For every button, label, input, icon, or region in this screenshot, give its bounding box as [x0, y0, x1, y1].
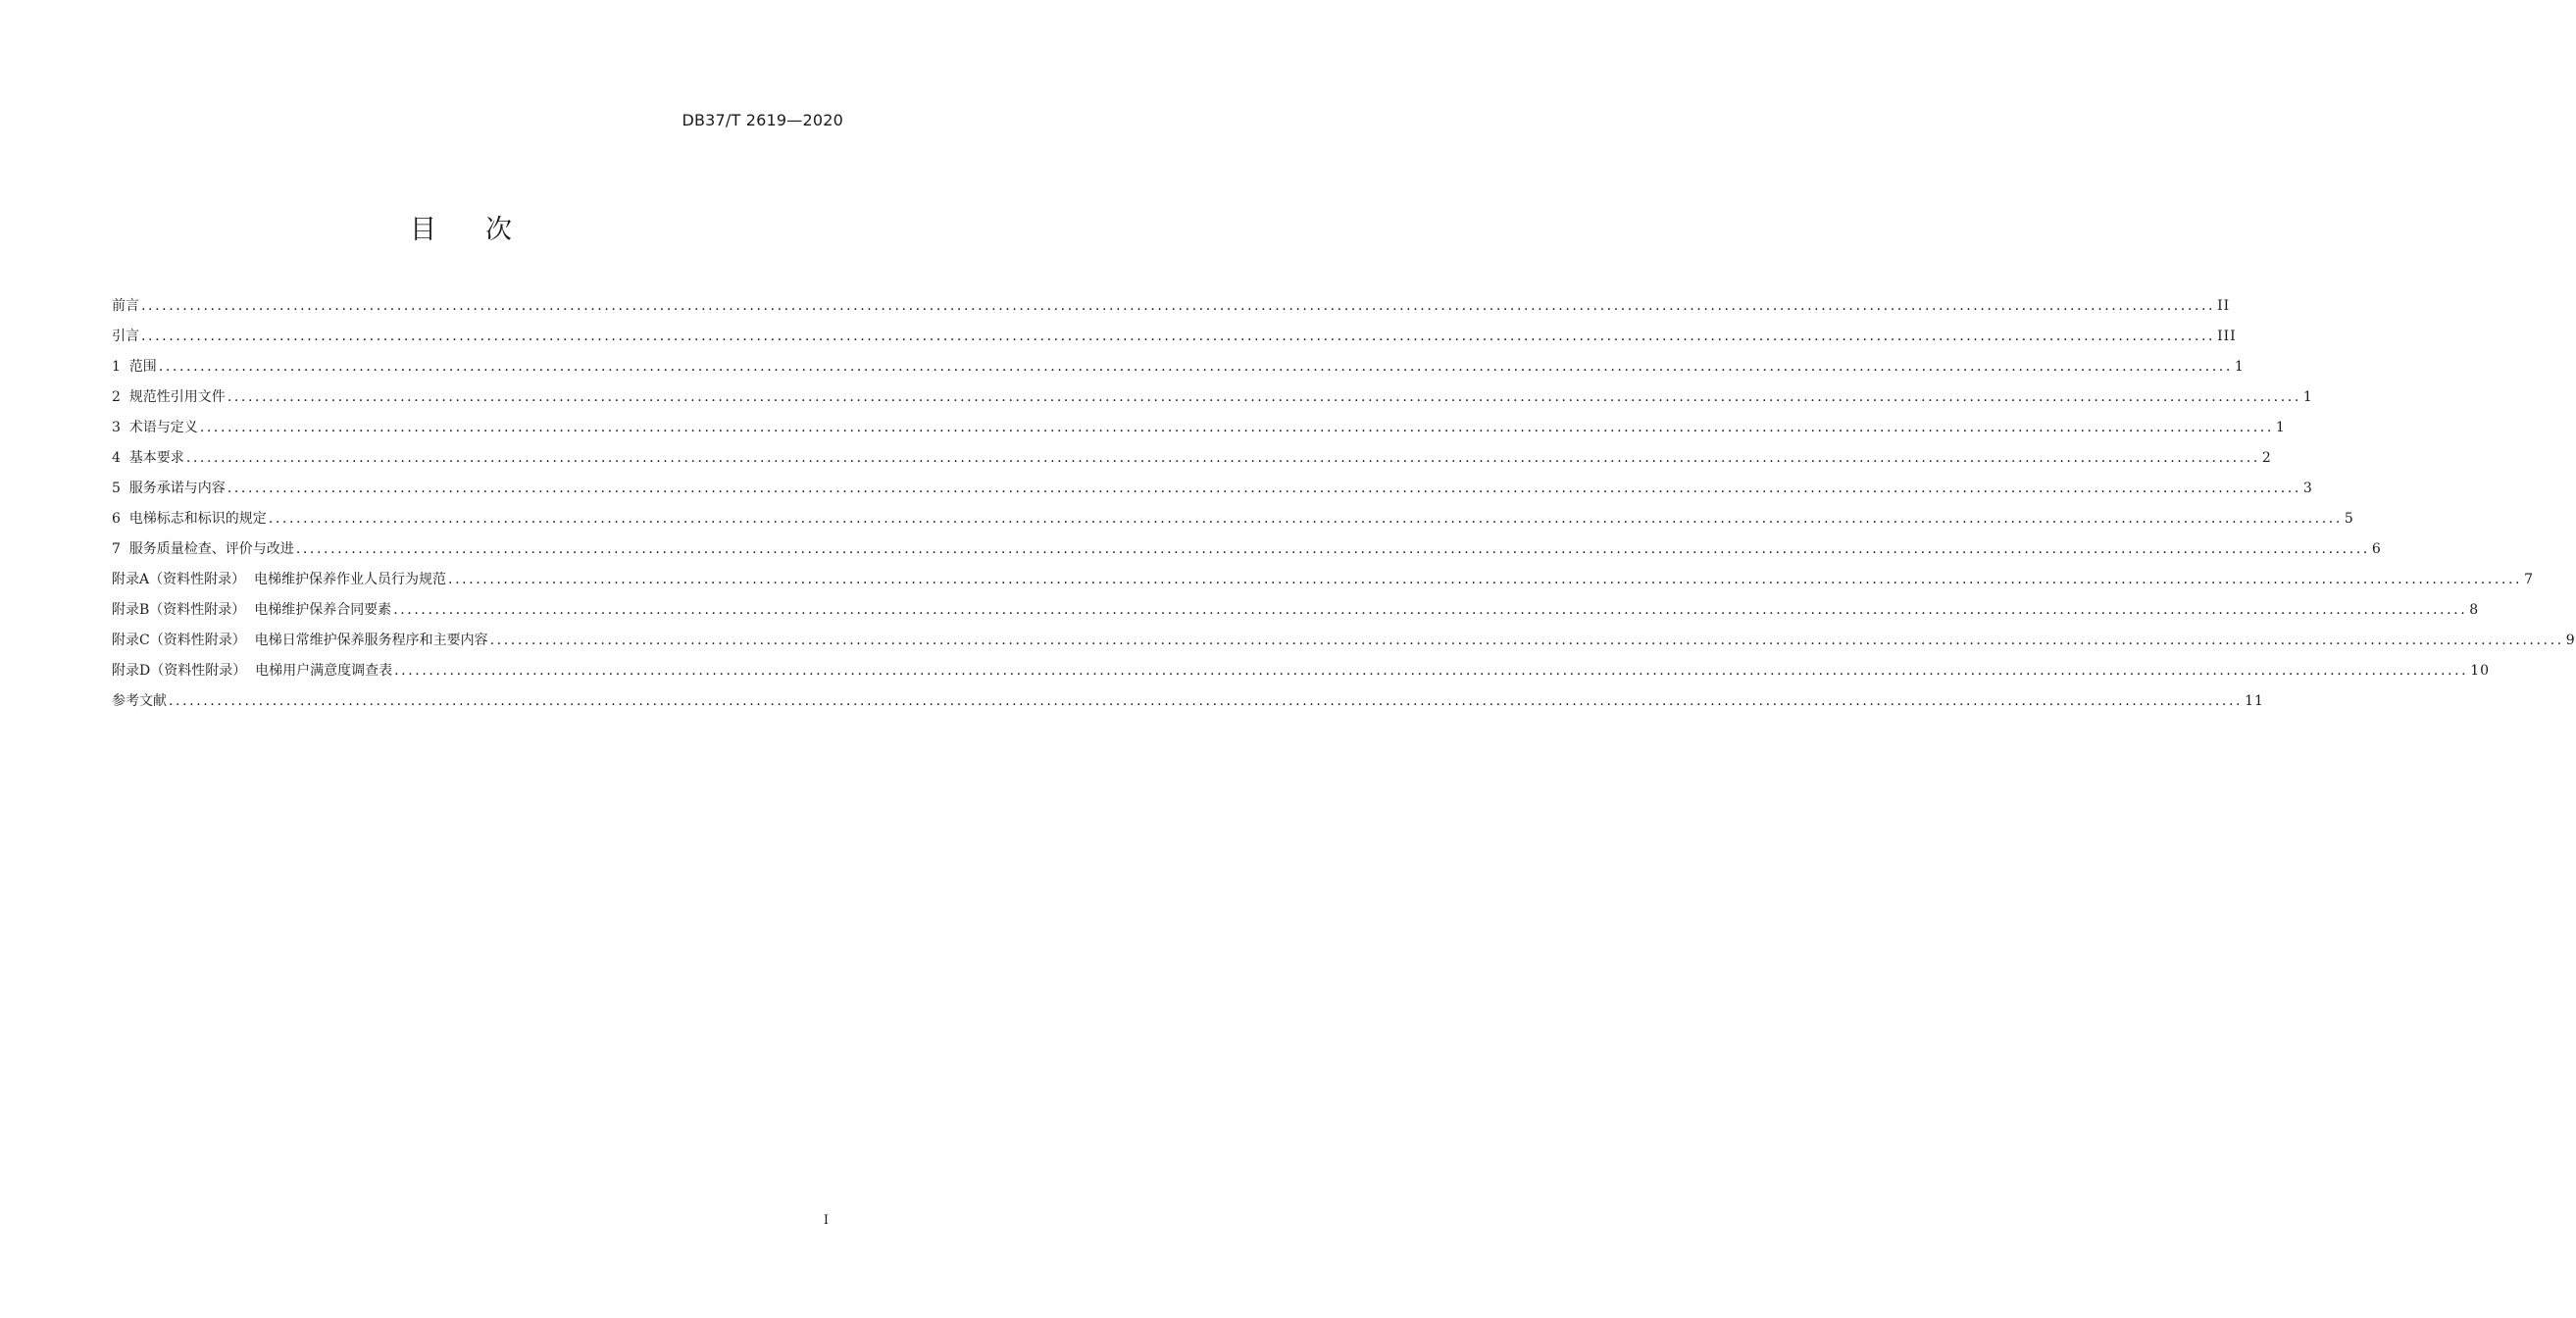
toc-leader: ............................................................................................................................................................................................................................................................................................................ — [227, 389, 2301, 405]
toc-entry[interactable] — [112, 447, 2272, 478]
toc-entry[interactable] — [112, 356, 2245, 386]
toc-entry-page: III — [2217, 329, 2237, 344]
toc-leader: ............................................................................................................................................................................................................................................................................................................ — [268, 511, 2343, 527]
table-of-contents — [112, 295, 2576, 721]
toc-leader: ............................................................................................................................................................................................................................................................................................................ — [199, 420, 2274, 435]
toc-entry-label: 3 术语与定义 — [112, 420, 198, 435]
toc-entry[interactable] — [112, 599, 2480, 630]
toc-entry-page: 9 — [2565, 633, 2576, 648]
toc-entry[interactable] — [112, 295, 2231, 326]
toc-entry-label: 附录C（资料性附录） 电梯日常维护保养服务程序和主要内容 — [112, 633, 488, 648]
toc-entry-label: 7 服务质量检查、评价与改进 — [112, 541, 294, 557]
toc-entry-page: 11 — [2245, 693, 2264, 709]
toc-title: 目次 — [410, 215, 561, 245]
toc-entry-page: 5 — [2344, 511, 2354, 527]
toc-leader: ............................................................................................................................................................................................................................................................................................................ — [295, 541, 2370, 557]
toc-entry[interactable] — [112, 508, 2354, 538]
toc-entry[interactable] — [112, 630, 2576, 660]
toc-entry-page: 1 — [2275, 420, 2286, 435]
toc-entry-page: 2 — [2261, 450, 2272, 466]
toc-entry[interactable] — [112, 326, 2237, 356]
toc-entry-page: II — [2217, 298, 2231, 314]
toc-entry[interactable] — [112, 538, 2382, 569]
page-number: I — [823, 1213, 829, 1228]
toc-entry-label: 附录B（资料性附录） 电梯维护保养合同要素 — [112, 602, 392, 618]
toc-leader: ............................................................................................................................................................................................................................................................................................................ — [448, 572, 2523, 587]
toc-leader: ............................................................................................................................................................................................................................................................................................................ — [185, 450, 2260, 466]
toc-entry-label: 6 电梯标志和标识的规定 — [112, 511, 267, 527]
toc-leader: ............................................................................................................................................................................................................................................................................................................ — [227, 481, 2301, 496]
toc-entry-label: 2 规范性引用文件 — [112, 389, 226, 405]
toc-entry[interactable] — [112, 386, 2313, 417]
toc-entry[interactable] — [112, 417, 2286, 447]
standard-code: DB37/T 2619—2020 — [682, 111, 843, 129]
toc-leader: ............................................................................................................................................................................................................................................................................................................ — [141, 329, 2216, 344]
toc-entry-label: 参考文献 — [112, 693, 167, 709]
toc-entry-label: 前言 — [112, 298, 139, 314]
toc-entry-label: 附录D（资料性附录） 电梯用户满意度调查表 — [112, 663, 393, 679]
toc-entry-label: 附录A（资料性附录） 电梯维护保养作业人员行为规范 — [112, 572, 447, 587]
toc-entry-page: 1 — [2302, 389, 2313, 405]
toc-entry-page: 10 — [2470, 663, 2491, 679]
toc-entry[interactable] — [112, 690, 2264, 721]
toc-leader: ............................................................................................................................................................................................................................................................................................................ — [169, 693, 2244, 709]
toc-entry-page: 8 — [2469, 602, 2480, 618]
toc-entry[interactable] — [112, 660, 2491, 690]
toc-entry-page: 1 — [2234, 359, 2245, 375]
toc-leader: ............................................................................................................................................................................................................................................................................................................ — [489, 633, 2564, 648]
toc-leader: ............................................................................................................................................................................................................................................................................................................ — [394, 663, 2469, 679]
toc-leader: ............................................................................................................................................................................................................................................................................................................ — [158, 359, 2233, 375]
toc-entry-label: 引言 — [112, 329, 139, 344]
toc-entry[interactable] — [112, 478, 2313, 508]
toc-leader: ............................................................................................................................................................................................................................................................................................................ — [393, 602, 2468, 618]
toc-entry-page: 3 — [2302, 481, 2313, 496]
toc-entry-label: 1 范围 — [112, 359, 157, 375]
toc-entry-label: 5 服务承诺与内容 — [112, 481, 226, 496]
toc-entry-page: 6 — [2371, 541, 2382, 557]
toc-leader: ............................................................................................................................................................................................................................................................................................................ — [141, 298, 2216, 314]
toc-entry[interactable] — [112, 569, 2534, 599]
toc-entry-page: 7 — [2524, 572, 2534, 587]
toc-entry-label: 4 基本要求 — [112, 450, 184, 466]
